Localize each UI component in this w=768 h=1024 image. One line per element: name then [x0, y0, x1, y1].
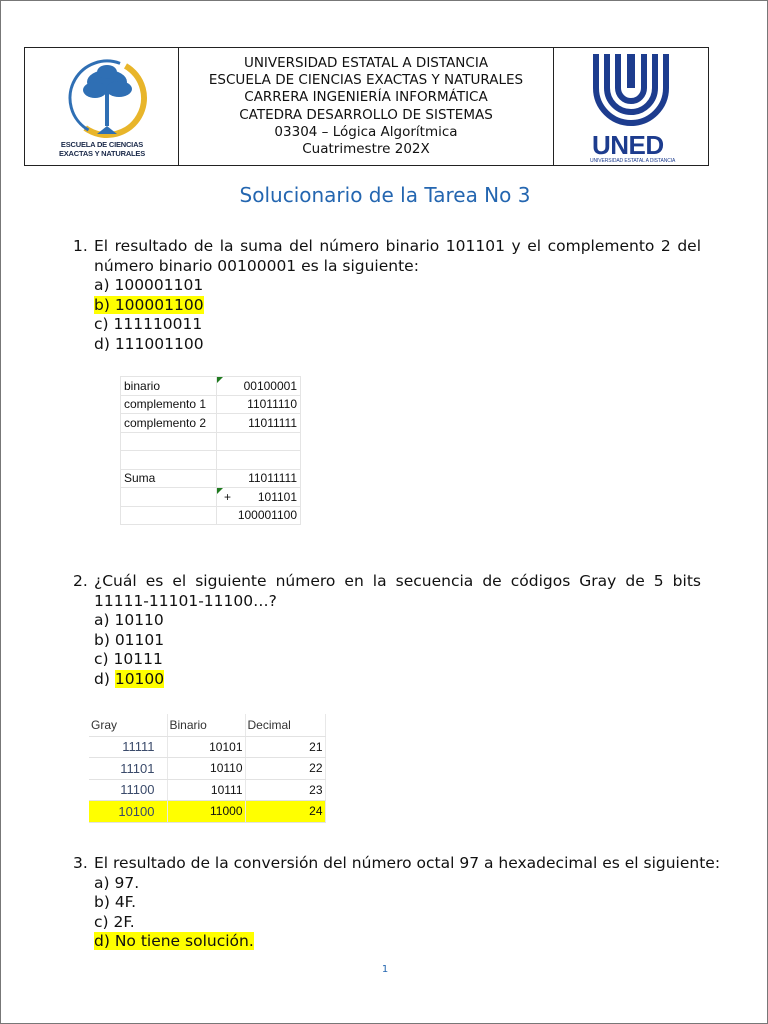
header-line-school: ESCUELA DE CIENCIAS EXACTAS Y NATURALES	[208, 72, 524, 89]
question-number: 1.	[73, 237, 88, 255]
binary-sum-sheet	[120, 376, 301, 525]
sheet-cell: Suma	[121, 469, 217, 488]
answer-options	[94, 611, 701, 689]
column-header: Gray	[89, 714, 167, 736]
binary-cell: 10111	[167, 779, 245, 801]
question-number: 3.	[73, 854, 88, 872]
institution-header-text	[179, 48, 554, 165]
table-header-row	[89, 714, 325, 736]
binary-cell: 10101	[167, 736, 245, 758]
sheet-cell: complemento 2	[121, 414, 217, 433]
uned-subtitle: UNIVERSIDAD ESTATAL A DISTANCIA	[590, 158, 676, 164]
sheet-cell: complemento 1	[121, 395, 217, 414]
option-c: c) 10111	[94, 650, 163, 668]
addend-value: 101101	[257, 489, 297, 504]
option-b: b) 01101	[94, 630, 165, 649]
question-stem: El resultado de la conversión del número octal 97 a hexadecimal es el siguiente:	[94, 854, 721, 872]
sheet-cell	[217, 488, 301, 507]
sheet-cell: binario	[121, 377, 217, 396]
sheet-row	[121, 432, 301, 451]
question-2	[73, 572, 701, 689]
gray-cell: 11111	[89, 736, 167, 758]
sheet-cell-result: 100001100	[217, 506, 301, 525]
option-a: a) 97.	[94, 873, 140, 892]
option-d-highlighted: d) No tiene solución.	[94, 932, 254, 950]
table-row	[89, 758, 325, 780]
table-row	[89, 779, 325, 801]
option-a: a) 100001101	[94, 276, 204, 294]
column-header: Binario	[167, 714, 245, 736]
column-header: Decimal	[245, 714, 325, 736]
sheet-cell: 00100001	[217, 377, 301, 396]
answer-options	[94, 874, 701, 952]
gray-cell: 11101	[89, 758, 167, 780]
header-line-chair: CATEDRA DESARROLLO DE SISTEMAS	[239, 106, 493, 123]
binary-cell: 11000	[167, 801, 245, 823]
header-line-term: Cuatrimestre 202X	[302, 140, 430, 157]
header-table	[24, 47, 709, 166]
document-title: Solucionario de la Tarea No 3	[239, 183, 531, 207]
sheet-cell: 11011110	[217, 395, 301, 414]
uned-logo-icon	[590, 48, 672, 130]
left-logo-cell	[25, 48, 179, 165]
left-logo-caption-line: EXACTAS Y NATURALES	[58, 149, 146, 158]
option-d-highlighted-value: 10100	[114, 669, 165, 688]
question-stem: El resultado de la suma del número binario 101101 y el complemento 2 del número binario 00100001 es la siguiente:	[94, 237, 701, 275]
decimal-cell: 21	[245, 736, 325, 758]
question-number: 2.	[73, 572, 88, 590]
answer-options	[94, 276, 701, 354]
option-d	[94, 670, 701, 690]
option-c: c) 111110011	[94, 315, 203, 333]
sheet-cell: 11011111	[217, 414, 301, 433]
header-line-career: CARRERA INGENIERÍA INFORMÁTICA	[244, 89, 488, 106]
sheet-row	[121, 488, 301, 507]
decimal-cell: 24	[245, 801, 325, 823]
gray-code-table	[89, 714, 326, 823]
option-c: c) 2F.	[94, 912, 135, 931]
binary-cell: 10110	[167, 758, 245, 780]
left-logo-caption	[31, 140, 173, 158]
gray-cell: 10100	[89, 801, 167, 823]
sheet-row	[121, 451, 301, 470]
question-3	[73, 854, 721, 952]
option-a: a) 10110	[94, 611, 164, 629]
option-d: d) 111001100	[94, 334, 204, 353]
sheet-row	[121, 414, 301, 433]
option-d-label: d)	[94, 669, 110, 688]
page-number: 1	[381, 964, 389, 975]
left-logo-caption-line: ESCUELA DE CIENCIAS	[60, 140, 144, 149]
option-b-highlighted: b) 100001100	[94, 295, 204, 314]
escuela-tree-logo-icon	[67, 54, 151, 140]
gray-cell: 11100	[89, 779, 167, 801]
right-logo-cell	[554, 48, 708, 165]
option-b: b) 4F.	[94, 893, 137, 911]
table-row-highlighted	[89, 801, 325, 823]
uned-wordmark: UNED	[592, 130, 664, 160]
header-line-course: 03304 – Lógica Algorítmica	[274, 123, 458, 140]
sheet-row	[121, 395, 301, 414]
sheet-row	[121, 377, 301, 396]
question-1	[73, 237, 701, 354]
decimal-cell: 23	[245, 779, 325, 801]
sheet-row	[121, 469, 301, 488]
sheet-cell: 11011111	[217, 469, 301, 488]
header-line-university: UNIVERSIDAD ESTATAL A DISTANCIA	[243, 54, 489, 71]
sheet-row	[121, 506, 301, 525]
question-stem: ¿Cuál es el siguiente número en la secuencia de códigos Gray de 5 bits 11111-11101-11100…?	[94, 572, 701, 610]
decimal-cell: 22	[245, 758, 325, 780]
table-row	[89, 736, 325, 758]
plus-sign: +	[224, 489, 232, 504]
